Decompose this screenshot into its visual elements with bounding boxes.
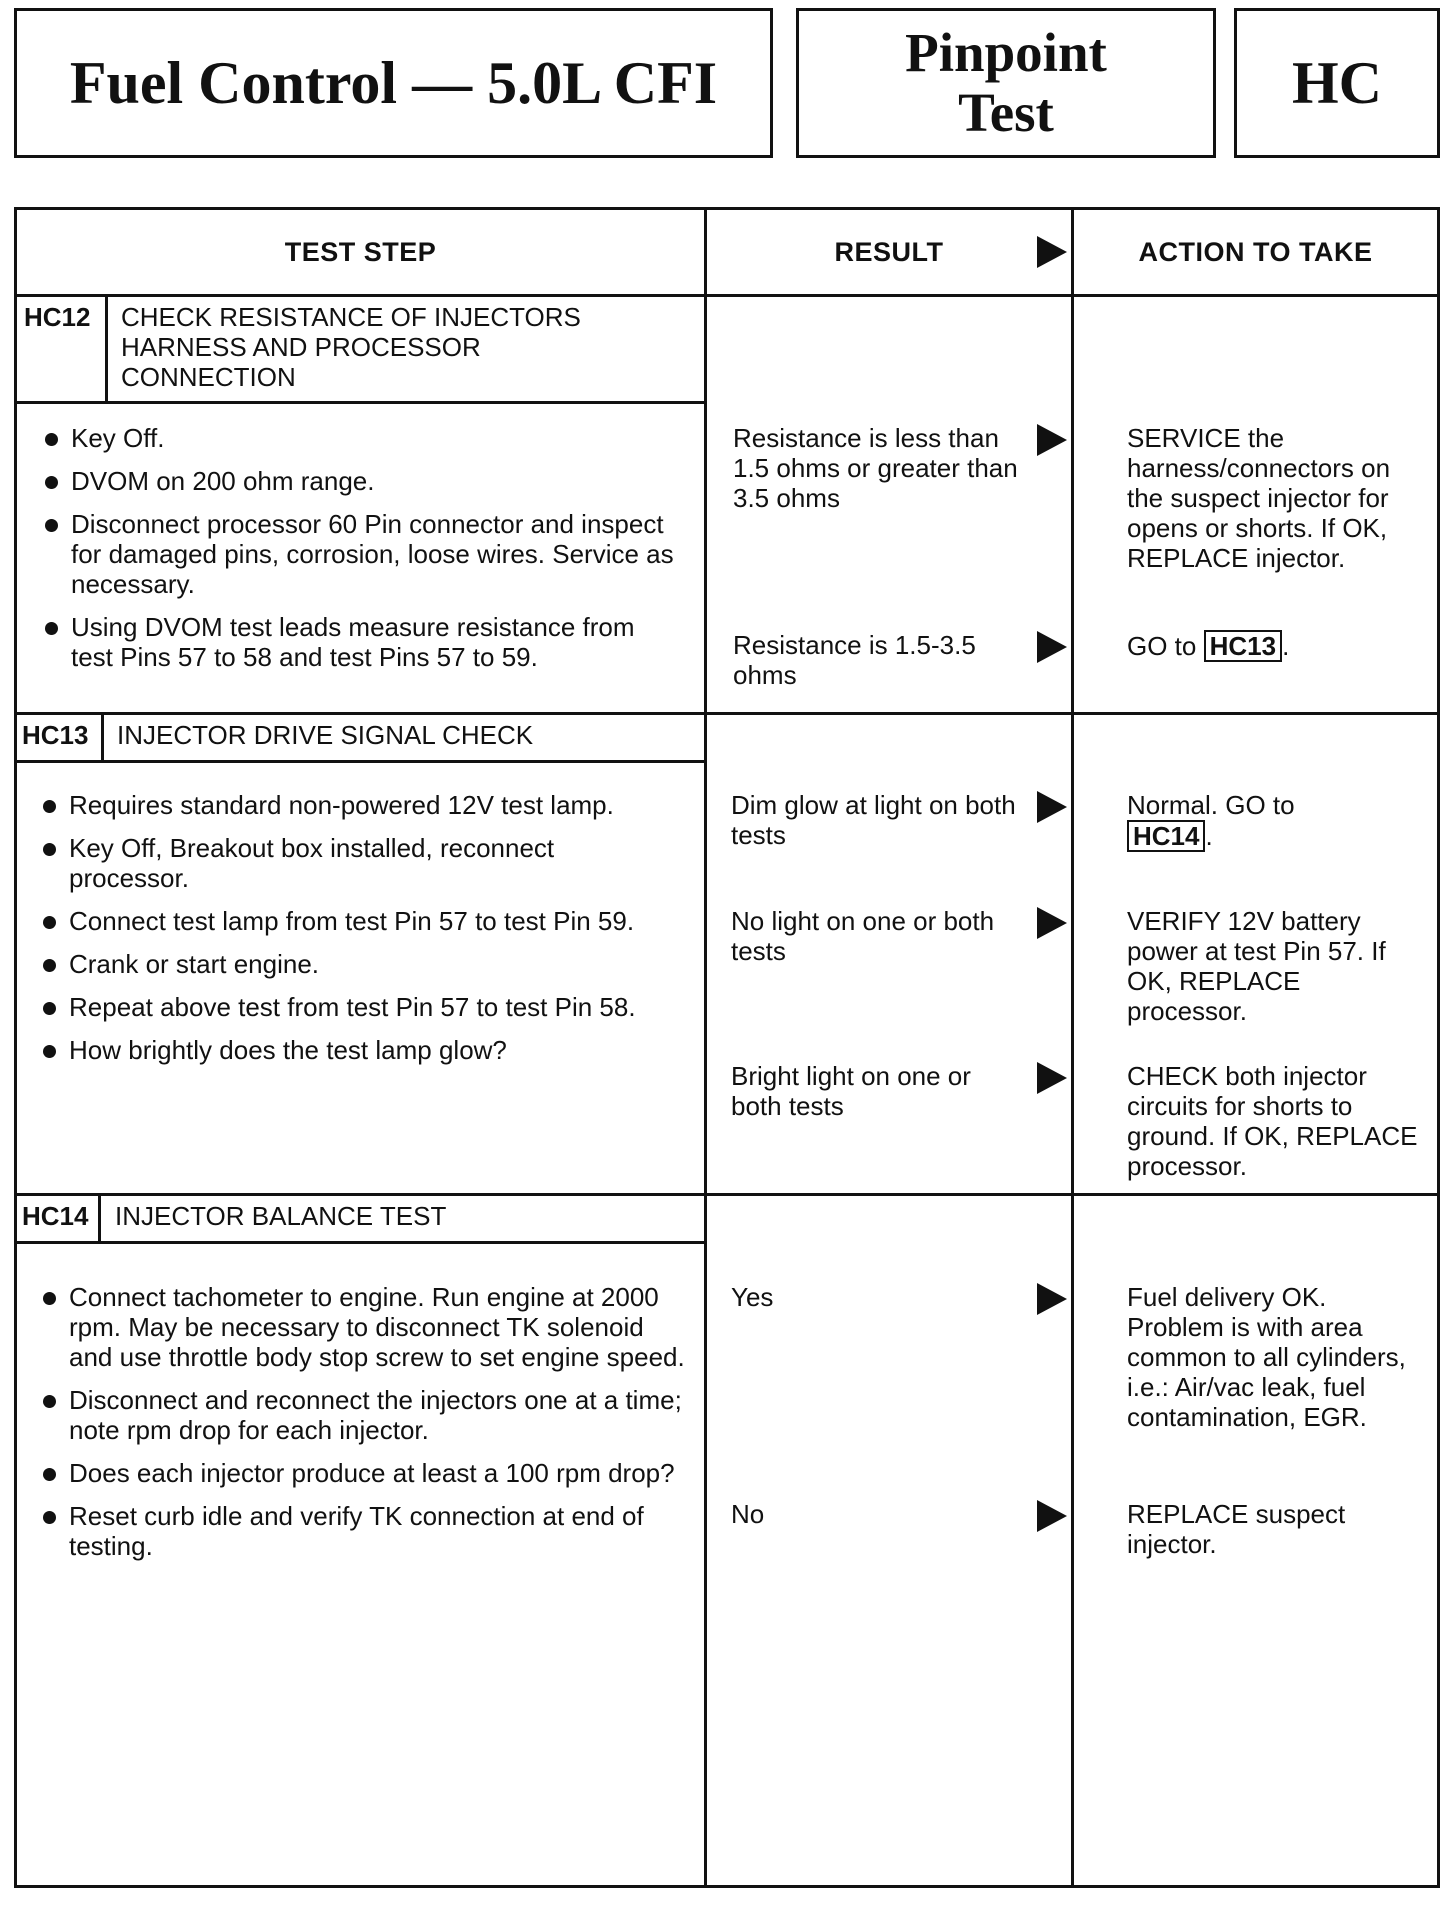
result-arrow-icon	[1037, 1500, 1067, 1532]
result-arrow-icon	[1037, 1062, 1067, 1094]
bullet-item: How brightly does the test lamp glow?	[39, 1035, 679, 1065]
bullet-item: Disconnect processor 60 Pin connector and inspect for damaged pins, corrosion, loose wires. Service as necessary.	[41, 509, 681, 599]
bullet-item: Reset curb idle and verify TK connection at end of testing.	[39, 1501, 694, 1561]
step-code-hc12: HC12	[24, 302, 91, 332]
column-header-action: ACTION TO TAKE	[1138, 236, 1373, 267]
step-bullets-hc12	[41, 423, 681, 685]
step-code-divider	[105, 297, 108, 401]
bullet-item: Key Off.	[41, 423, 681, 453]
action-text: Fuel delivery OK. Problem is with area common to all cylinders, i.e.: Air/vac leak, fuel contamination, EGR.	[1127, 1282, 1406, 1432]
action-text: Normal. GO to HC14 .	[1127, 790, 1295, 851]
step-title-hc12: CHECK RESISTANCE OF INJECTORS HARNESS AND PROCESSOR CONNECTION	[121, 302, 581, 392]
result-text: Bright light on one or both tests	[731, 1061, 971, 1121]
action-text: VERIFY 12V battery power at test Pin 57. If OK, REPLACE processor.	[1127, 906, 1386, 1026]
result-text: No light on one or both tests	[731, 906, 995, 966]
test-code-box	[1234, 8, 1440, 158]
action-text: CHECK both injector circuits for shorts to ground. If OK, REPLACE processor.	[1127, 1061, 1418, 1181]
step-reference-hc14: HC14	[1127, 820, 1205, 852]
step-bullets-hc13	[39, 790, 679, 1078]
page-title	[14, 8, 773, 158]
result-arrow-icon	[1037, 1283, 1067, 1315]
page-title-text: Fuel Control — 5.0L CFI	[69, 49, 718, 116]
pinpoint-line1: Pinpoint	[905, 22, 1107, 83]
result-arrow-icon	[1037, 424, 1067, 456]
bullet-item: Disconnect and reconnect the injectors one at a time; note rpm drop for each injector.	[39, 1385, 694, 1445]
result-text: Resistance is less than 1.5 ohms or greater than 3.5 ohms	[733, 423, 1018, 513]
bullet-item: Requires standard non-powered 12V test lamp.	[39, 790, 679, 820]
bullet-item: Crank or start engine.	[39, 949, 679, 979]
bullet-item: DVOM on 200 ohm range.	[41, 466, 681, 496]
header-divider	[17, 294, 1437, 297]
bullet-item: Repeat above test from test Pin 57 to test Pin 58.	[39, 992, 679, 1022]
column-divider-result	[704, 210, 707, 1885]
step-title-divider	[17, 760, 704, 763]
bullet-item: Connect test lamp from test Pin 57 to test Pin 59.	[39, 906, 679, 936]
step-title-divider	[17, 401, 704, 404]
step-code-hc14: HC14	[22, 1201, 89, 1231]
column-header-result: RESULT	[834, 236, 944, 267]
result-text: Yes	[731, 1282, 774, 1312]
column-header-test-step: TEST STEP	[284, 236, 437, 267]
test-code: HC	[1292, 49, 1382, 116]
step-title-hc14: INJECTOR BALANCE TEST	[115, 1201, 447, 1231]
step-title-hc13: INJECTOR DRIVE SIGNAL CHECK	[117, 720, 534, 750]
step-reference-hc13: HC13	[1204, 630, 1282, 662]
step-divider	[17, 712, 1437, 715]
result-text: Dim glow at light on both tests	[731, 790, 1016, 850]
step-divider	[17, 1193, 1437, 1196]
pinpoint-test-label	[796, 8, 1216, 158]
result-text: No	[731, 1499, 765, 1529]
pinpoint-line2: Test	[958, 82, 1054, 143]
step-code-hc13: HC13	[22, 720, 89, 750]
result-arrow-icon	[1037, 791, 1067, 823]
action-text: SERVICE the harness/connectors on the suspect injector for opens or shorts. If OK, REPLACE injector.	[1127, 423, 1391, 573]
action-text: REPLACE suspect injector.	[1127, 1499, 1346, 1559]
pinpoint-table	[14, 207, 1440, 1888]
step-code-divider	[98, 1196, 101, 1241]
step-title-divider	[17, 1241, 704, 1244]
bullet-item: Using DVOM test leads measure resistance from test Pins 57 to 58 and test Pins 57 to 59.	[41, 612, 681, 672]
action-text: GO to HC13 .	[1127, 631, 1290, 661]
result-arrow-icon	[1037, 907, 1067, 939]
bullet-item: Connect tachometer to engine. Run engine at 2000 rpm. May be necessary to disconnect TK solenoid and use throttle body stop screw to set engine speed.	[39, 1282, 694, 1372]
step-code-divider	[101, 715, 104, 760]
step-bullets-hc14	[39, 1282, 694, 1574]
bullet-item: Key Off, Breakout box installed, reconnect processor.	[39, 833, 679, 893]
result-arrow-icon	[1037, 236, 1067, 268]
column-divider-action	[1071, 210, 1074, 1885]
result-text: Resistance is 1.5-3.5 ohms	[733, 630, 976, 690]
result-arrow-icon	[1037, 631, 1067, 663]
bullet-item: Does each injector produce at least a 100 rpm drop?	[39, 1458, 694, 1488]
